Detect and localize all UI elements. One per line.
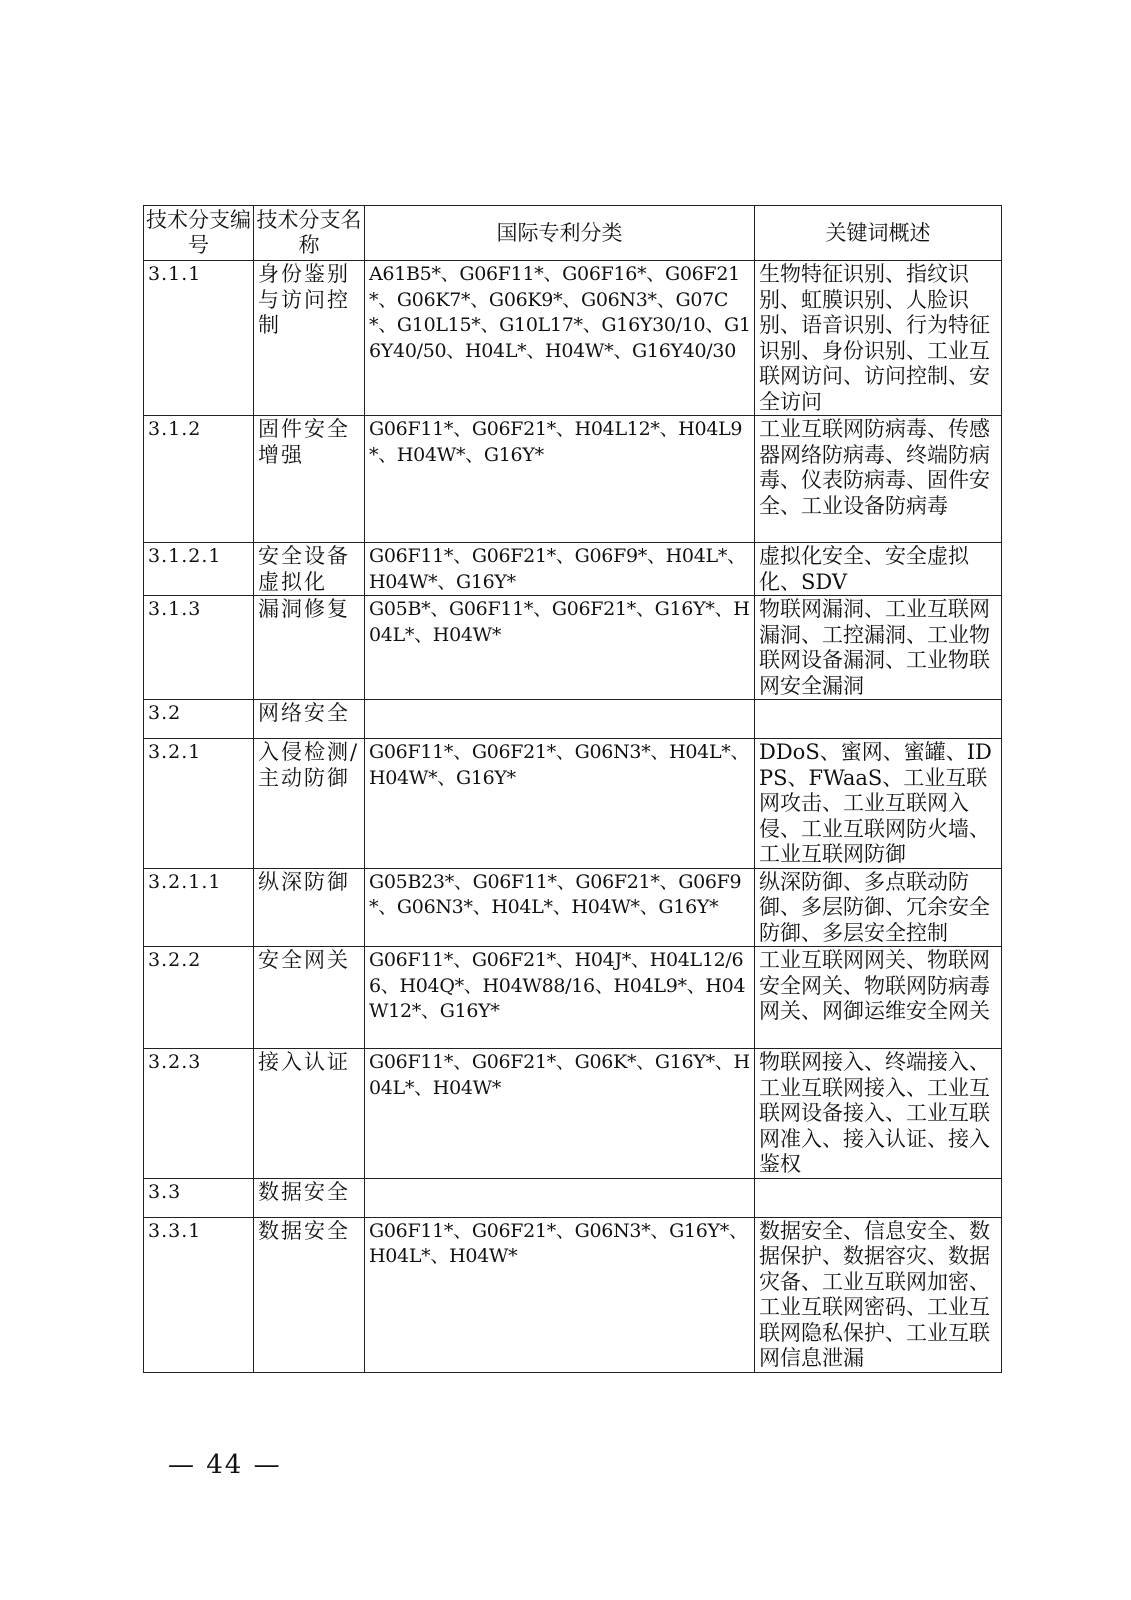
row-code: 3.1.1 (144, 261, 254, 416)
table-row (144, 416, 1002, 543)
row-keywords: 物联网接入、终端接入、工业互联网接入、工业互联网设备接入、工业互联网准入、接入认证、接入鉴权 (755, 1049, 1002, 1179)
row-ipc: G06F11*、G06F21*、G06K*、G16Y*、H04L*、H04W* (365, 1049, 755, 1179)
row-code: 3.2.2 (144, 947, 254, 1049)
row-keywords: 数据安全、信息安全、数据保护、数据容灾、数据灾备、工业互联网加密、工业互联网密码、工业互联网隐私保护、工业互联网信息泄漏 (755, 1217, 1002, 1372)
table-row (144, 947, 1002, 1049)
row-code: 3.1.3 (144, 596, 254, 700)
page-number: — 44 — (168, 1450, 282, 1480)
row-name: 固件安全增强 (254, 416, 365, 543)
row-keywords: 物联网漏洞、工业互联网漏洞、工控漏洞、工业物联网设备漏洞、工业物联网安全漏洞 (755, 596, 1002, 700)
table-row (144, 596, 1002, 700)
row-keywords: 纵深防御、多点联动防御、多层防御、冗余安全防御、多层安全控制 (755, 868, 1002, 947)
table-row (144, 1049, 1002, 1179)
row-code: 3.2.1.1 (144, 868, 254, 947)
row-name: 网络安全 (254, 700, 365, 739)
row-ipc: G05B*、G06F11*、G06F21*、G16Y*、H04L*、H04W* (365, 596, 755, 700)
row-ipc (365, 1178, 755, 1217)
header-name: 技术分支名称 (254, 206, 365, 261)
row-ipc: A61B5*、G06F11*、G06F16*、G06F21*、G06K7*、G06K9*、G06N3*、G07C*、G10L15*、G10L17*、G16Y30/10、G16Y40/50、H04L*、H04W*、G16Y40/30 (365, 261, 755, 416)
row-code: 3.1.2.1 (144, 543, 254, 596)
row-keywords: 生物特征识别、指纹识别、虹膜识别、人脸识别、语音识别、行为特征识别、身份识别、工业互联网访问、访问控制、安全访问 (755, 261, 1002, 416)
table-header (144, 206, 1002, 261)
table-body (144, 261, 1002, 1373)
row-keywords (755, 700, 1002, 739)
table-row (144, 543, 1002, 596)
table-row (144, 868, 1002, 947)
row-name: 入侵检测/主动防御 (254, 739, 365, 869)
row-code: 3.3 (144, 1178, 254, 1217)
row-keywords: 虚拟化安全、安全虚拟化、SDV (755, 543, 1002, 596)
row-name: 数据安全 (254, 1178, 365, 1217)
row-name: 身份鉴别与访问控制 (254, 261, 365, 416)
row-keywords: 工业互联网防病毒、传感器网络防病毒、终端防病毒、仪表防病毒、固件安全、工业设备防病毒 (755, 416, 1002, 543)
header-row (144, 206, 1002, 261)
table-row (144, 261, 1002, 416)
row-keywords: DDoS、蜜网、蜜罐、IDPS、FWaaS、工业互联网攻击、工业互联网入侵、工业互联网防火墙、工业互联网防御 (755, 739, 1002, 869)
row-name: 接入认证 (254, 1049, 365, 1179)
row-ipc (365, 700, 755, 739)
row-code: 3.2.1 (144, 739, 254, 869)
table-row (144, 1178, 1002, 1217)
patent-classification-table (143, 205, 1002, 1373)
row-ipc: G05B23*、G06F11*、G06F21*、G06F9*、G06N3*、H04L*、H04W*、G16Y* (365, 868, 755, 947)
row-ipc: G06F11*、G06F21*、H04L12*、H04L9*、H04W*、G16Y* (365, 416, 755, 543)
row-name: 数据安全 (254, 1217, 365, 1372)
row-code: 3.1.2 (144, 416, 254, 543)
table-row (144, 1217, 1002, 1372)
row-name: 漏洞修复 (254, 596, 365, 700)
header-code: 技术分支编号 (144, 206, 254, 261)
row-code: 3.2 (144, 700, 254, 739)
row-code: 3.2.3 (144, 1049, 254, 1179)
row-ipc: G06F11*、G06F21*、G06F9*、H04L*、H04W*、G16Y* (365, 543, 755, 596)
row-name: 安全设备虚拟化 (254, 543, 365, 596)
header-ipc: 国际专利分类 (365, 206, 755, 261)
row-code: 3.3.1 (144, 1217, 254, 1372)
header-keywords: 关键词概述 (755, 206, 1002, 261)
row-name: 安全网关 (254, 947, 365, 1049)
row-keywords (755, 1178, 1002, 1217)
row-keywords: 工业互联网网关、物联网安全网关、物联网防病毒网关、网御运维安全网关 (755, 947, 1002, 1049)
row-ipc: G06F11*、G06F21*、H04J*、H04L12/66、H04Q*、H04W88/16、H04L9*、H04W12*、G16Y* (365, 947, 755, 1049)
row-name: 纵深防御 (254, 868, 365, 947)
table-row (144, 700, 1002, 739)
row-ipc: G06F11*、G06F21*、G06N3*、G16Y*、H04L*、H04W* (365, 1217, 755, 1372)
row-ipc: G06F11*、G06F21*、G06N3*、H04L*、H04W*、G16Y* (365, 739, 755, 869)
table-row (144, 739, 1002, 869)
